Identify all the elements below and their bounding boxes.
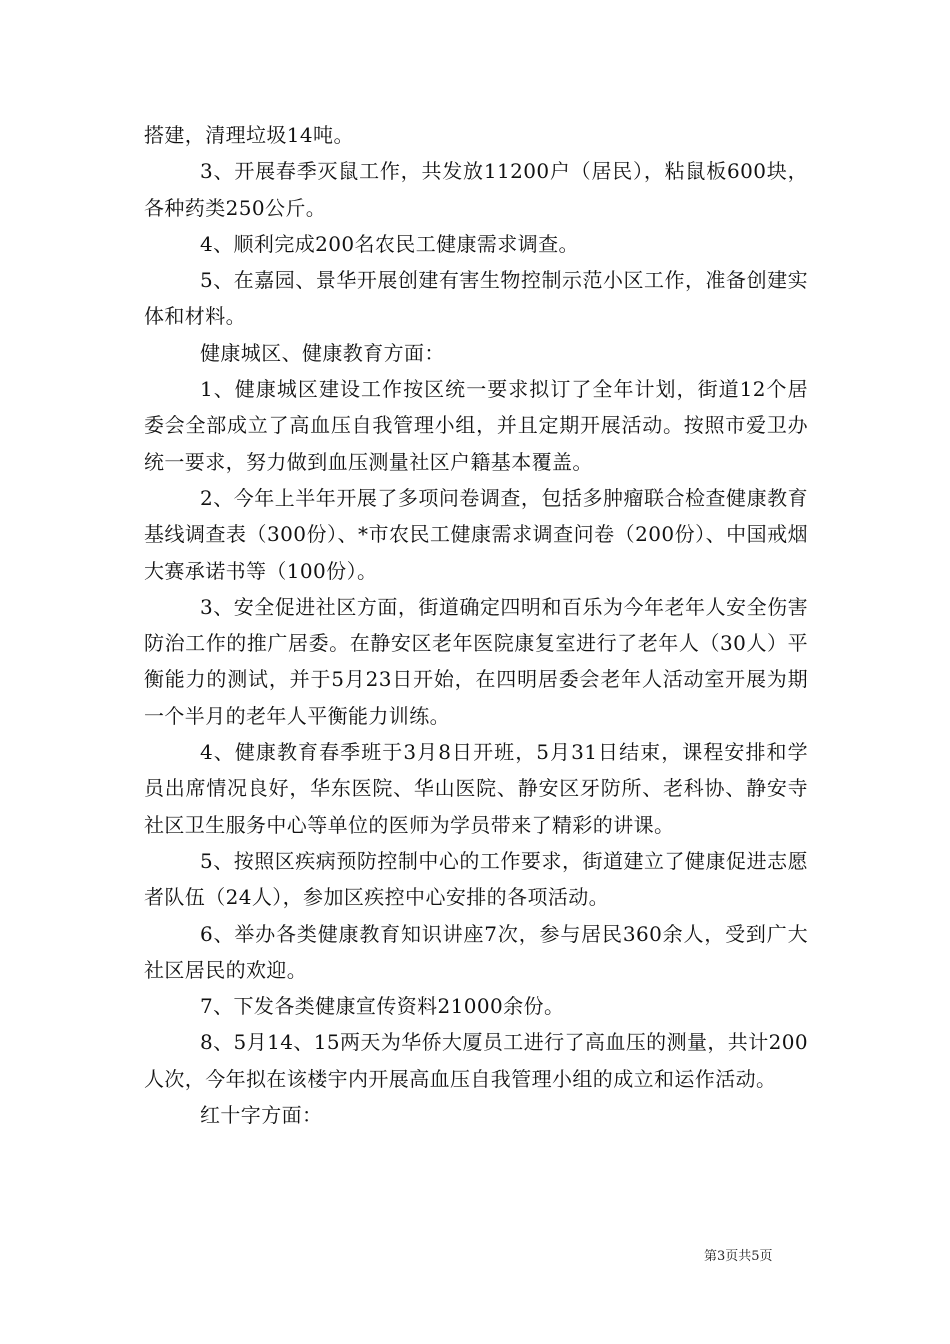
document-body: [144, 117, 808, 1133]
paragraph-health-2: 2、今年上半年开展了多项问卷调查，包括多肿瘤联合检查健康教育基线调查表（300份）、*市农民工健康需求调查问卷（200份）、中国戒烟大赛承诺书等（100份）。: [144, 485, 808, 583]
section-heading-red-cross: 红十字方面：: [200, 1103, 323, 1128]
paragraph-continued: 搭建，清理垃圾14吨。: [144, 123, 354, 147]
paragraph-health-4: 4、健康教育春季班于3月8日开班，5月31日结束，课程安排和学员出席情况良好，华东医院、华山医院、静安区牙防所、老科协、静安寺社区卫生服务中心等单位的医师为学员带来了精彩的讲课。: [144, 740, 808, 837]
paragraph-health-3: 3、安全促进社区方面，街道确定四明和百乐为今年老年人安全伤害防治工作的推广居委。在静安区老年医院康复室进行了老年人（30人）平衡能力的测试，并于5月23日开始，在四明居委会老年人活动室开展为期一个半月的老年人平衡能力训练。: [144, 594, 808, 728]
paragraph-health-6: 6、举办各类健康教育知识讲座7次，参与居民360余人，受到广大社区居民的欢迎。: [144, 921, 808, 982]
paragraph-item-4-survey: 4、顺利完成200名农民工健康需求调查。: [200, 231, 579, 256]
paragraph-item-3-rodent-control: 3、开展春季灭鼠工作，共发放11200户（居民），粘鼠板600块，各种药类250公斤。: [144, 159, 808, 220]
paragraph-health-8: 8、5月14、15两天为华侨大厦员工进行了高血压的测量，共计200人次，今年拟在该楼宇内开展高血压自我管理小组的成立和运作活动。: [144, 1030, 808, 1091]
paragraph-health-5: 5、按照区疾病预防控制中心的工作要求，街道建立了健康促进志愿者队伍（24人），参加区疾控中心安排的各项活动。: [144, 848, 808, 910]
section-heading-health-education: 健康城区、健康教育方面：: [200, 340, 445, 365]
paragraph-item-5-demo-community: 5、在嘉园、景华开展创建有害生物控制示范小区工作，准备创建实体和材料。: [144, 268, 808, 329]
paragraph-health-1: 1、健康城区建设工作按区统一要求拟订了全年计划，街道12个居委会全部成立了高血压自我管理小组，并且定期开展活动。按照市爱卫办统一要求，努力做到血压测量社区户籍基本覆盖。: [144, 377, 808, 474]
page-number: 第3页共5页: [704, 1249, 773, 1264]
paragraph-health-7: 7、下发各类健康宣传资料21000余份。: [200, 994, 565, 1019]
